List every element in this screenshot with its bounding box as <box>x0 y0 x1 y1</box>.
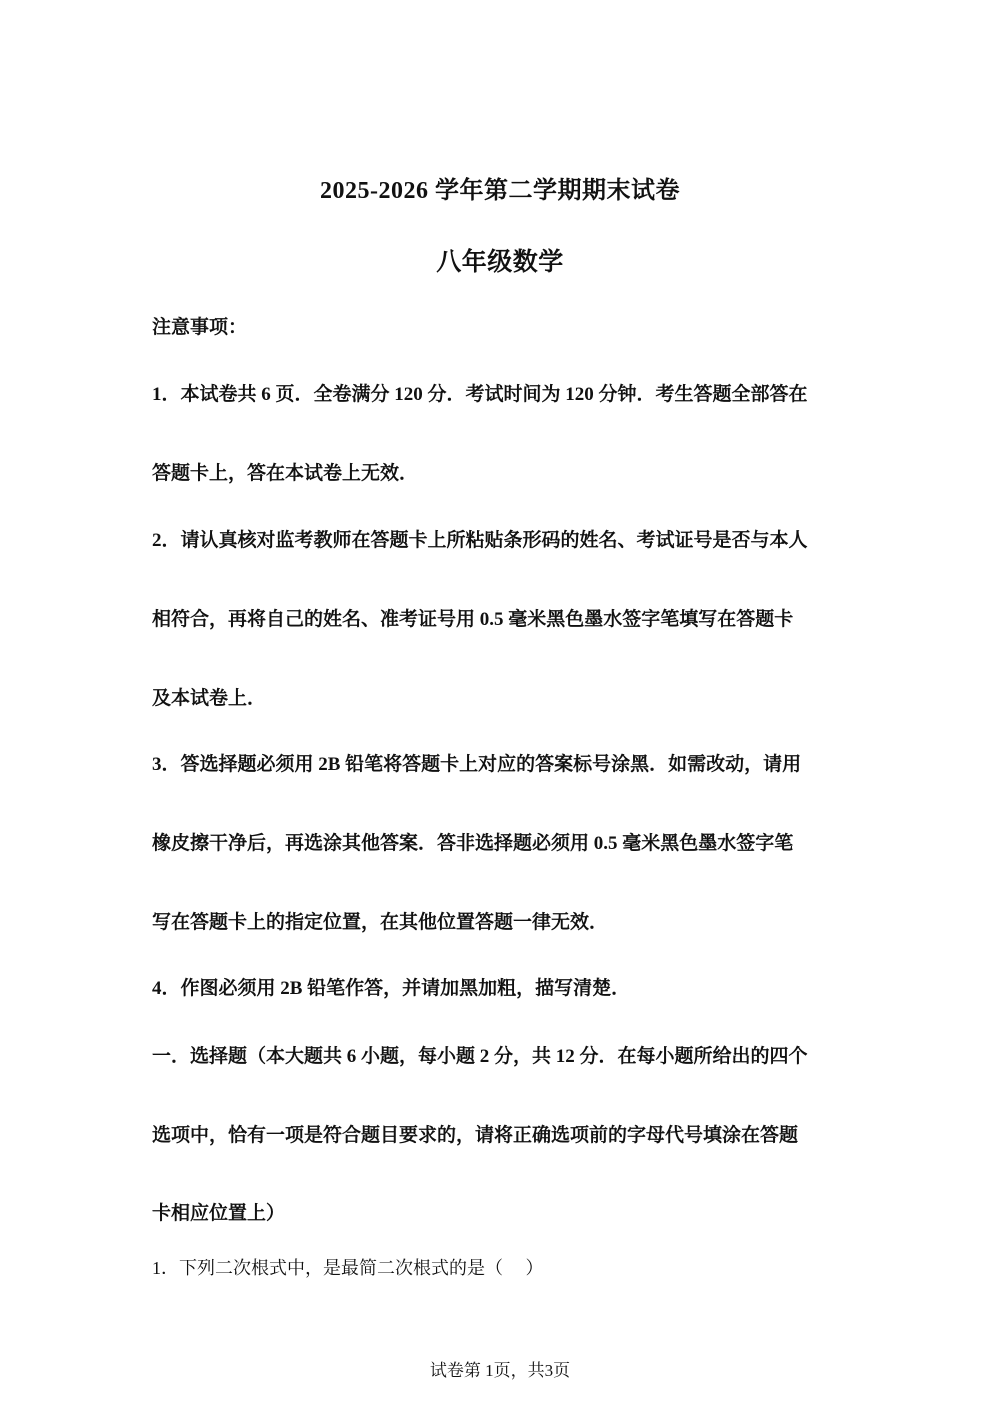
notice-line: 相符合，再将自己的姓名、准考证号用 0.5 毫米黑色墨水签字笔填写在答题卡 <box>152 609 794 630</box>
notice-line: 2．请认真核对监考教师在答题卡上所粘贴条形码的姓名、考试证号是否与本人 <box>152 530 808 551</box>
notice-line: 写在答题卡上的指定位置，在其他位置答题一律无效． <box>152 912 609 933</box>
page-footer: 试卷第 1页，共3页 <box>429 1361 571 1380</box>
section-heading-line: 选项中，恰有一项是符合题目要求的，请将正确选项前的字母代号填涂在答题 <box>152 1125 799 1146</box>
exam-title: 2025-2026 学年第二学期期末试卷 <box>320 178 680 204</box>
notice-line: 1．本试卷共 6 页．全卷满分 120 分．考试时间为 120 分钟．考生答题全部答在 <box>152 384 808 405</box>
section-heading-line: 卡相应位置上） <box>152 1203 286 1224</box>
section-heading-line: 一．选择题（本大题共 6 小题，每小题 2 分，共 12 分．在每小题所给出的四个 <box>152 1046 808 1067</box>
notice-line: 3．答选择题必须用 2B 铅笔将答题卡上对应的答案标号涂黑．如需改动，请用 <box>152 754 802 775</box>
notice-heading: 注意事项： <box>152 317 248 338</box>
question-1: 1．下列二次根式中，是最简二次根式的是（ ） <box>152 1258 544 1278</box>
notice-line: 答题卡上，答在本试卷上无效． <box>152 463 419 484</box>
notice-line: 4．作图必须用 2B 铅笔作答，并请加黑加粗，描写清楚． <box>152 978 631 999</box>
notice-line: 橡皮擦干净后，再选涂其他答案．答非选择题必须用 0.5 毫米黑色墨水签字笔 <box>152 833 794 854</box>
notice-line: 及本试卷上． <box>152 688 267 709</box>
exam-subtitle: 八年级数学 <box>436 249 564 276</box>
